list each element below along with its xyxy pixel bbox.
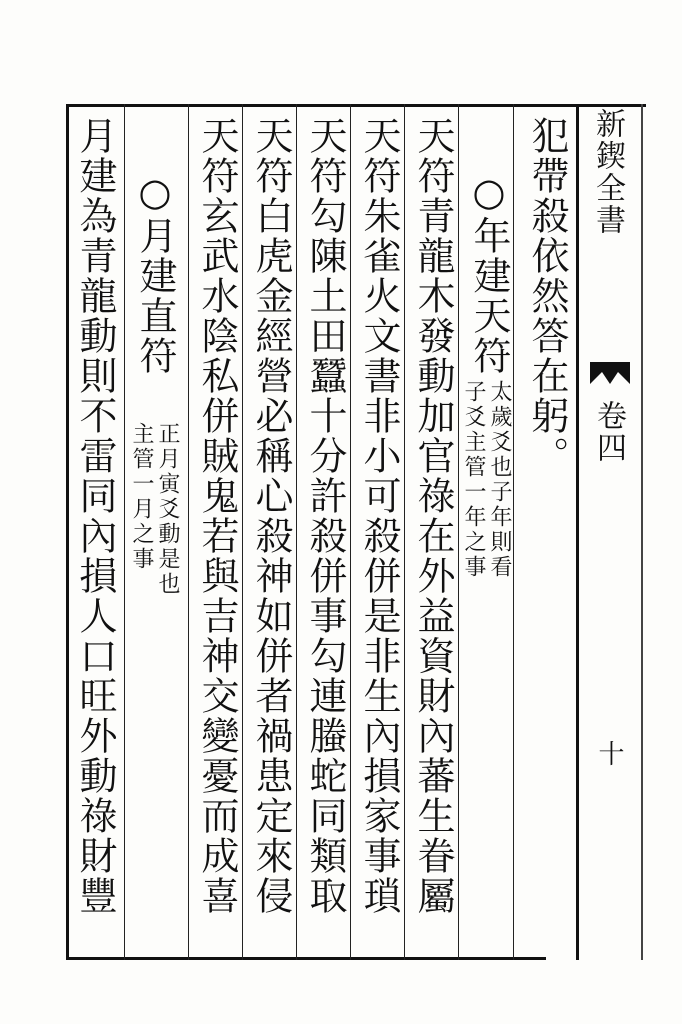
text-column-2-heading: ○年建天符: [467, 170, 511, 376]
annotation-left: 子爻主管一年之事: [461, 380, 486, 580]
book-title: 新鍥全書: [590, 108, 625, 236]
text-column-7: 天符玄武水陰私併賊鬼若與吉神交變憂而成喜: [195, 116, 239, 916]
column-rule: [458, 104, 459, 960]
frame-center-border: [576, 104, 579, 960]
text-column-3: 天符青龍木發動加官祿在外益資財內蕃生眷屬: [411, 116, 455, 916]
text-column-4: 天符朱雀火文書非小可殺併是非生內損家事瑣: [357, 116, 401, 916]
frame-bottom-border: [66, 957, 546, 960]
annotation-right: 太歲爻也子年則看: [487, 380, 512, 580]
column-rule: [404, 104, 405, 960]
frame-left-border: [66, 104, 69, 960]
text-column-6: 天符白虎金經營必稱心殺神如併者禍患定來侵: [249, 116, 293, 916]
text-column-9: 月建為青龍動則不雷同內損人口旺外動祿財豐: [73, 116, 117, 916]
text-column-1: 犯帶殺依然答在躬。: [525, 116, 569, 476]
column-rule: [242, 104, 243, 960]
frame-right-border: [641, 104, 643, 960]
column-rule: [296, 104, 297, 960]
text-column-5: 天符勾陳土田蠶十分許殺併事勾連螣蛇同類取: [303, 116, 347, 916]
column-rule: [350, 104, 351, 960]
column-rule: [188, 104, 189, 960]
text-column-8-heading: ○月建直符: [133, 170, 177, 376]
annotation-right: 正月寅爻動是也: [155, 422, 180, 597]
frame-top-border: [66, 104, 646, 107]
annotation-left: 主管一月之事: [129, 422, 154, 572]
column-rule: [124, 104, 125, 960]
fish-tail-mark-icon: [588, 358, 632, 388]
volume-label: 卷四: [591, 400, 626, 464]
page-number: 十: [594, 740, 624, 768]
column-rule: [513, 104, 514, 960]
